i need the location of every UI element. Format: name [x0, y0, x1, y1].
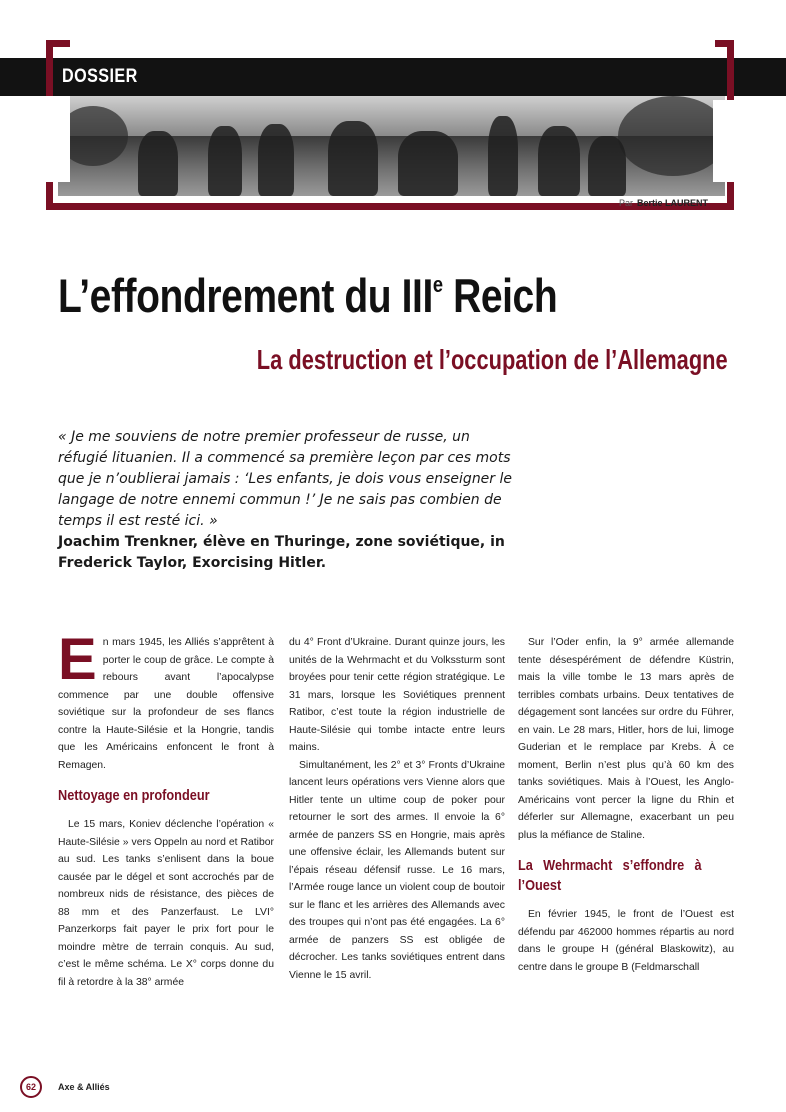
paragraph: En février 1945, le front de l’Ouest est défendu par 462000 hommes répartis au nord dans le groupe H (général Blaskowitz), au centre dans le groupe B (Feldmarschall — [518, 909, 734, 973]
section-heading: La Wehrmacht s’effondre à l’Ouest — [518, 857, 702, 894]
paragraph: Simultanément, les 2° et 3° Fronts d’Ukraine lancent leurs opérations vers Vienne alors que Hitler tente un ultime coup de poker pour retourner le sort des armes. Il envoie la 6° armée de panzers SS en Hongrie, mais après une offensive éclair, les Allemands butent sur l’épais réseau défensif russe. Le 16 mars, l’Armée rouge lance un violent coup de boutoir sur le flanc et les arrières des Allemands avec des troupes qui n’ont pas été engagées. La 6° armée de panzers SS est obligée de décrocher. Les tanks soviétiques entrent dans Vienne le 15 avril. — [289, 759, 505, 981]
article-subtitle: La destruction et l’occupation de l’Allemagne — [257, 344, 728, 375]
column-3 — [518, 634, 734, 976]
epigraph-quote: « Je me souviens de notre premier professeur de russe, un réfugié lituanien. Il a commencé sa première leçon par ces mots que je n’oublierai jamais : ‘Les enfants, je dois vous enseigner le langage de notre ennemi commun !’ Je ne sais pas combien de temps il est resté ici. » — [58, 429, 513, 529]
page-number: 62 — [20, 1076, 42, 1098]
column-2 — [289, 634, 505, 984]
section-bar-right — [734, 58, 786, 96]
paragraph: Sur l’Oder enfin, la 9° armée allemande tente désespérément de défendre Küstrin, mais la ville tombe le 13 mars après de terribles combats urbains. Deux tentatives de dégagement sont lancées sur ordre du Führer, en vain. Le 28 mars, Hitler, hors de lui, limoge Guderian et le remplace par Krebs. À ce moment, Berlin n’est plus qu’à 60 km des tanks soviétiques. Mais à l’Ouest, les Anglo-Américains vont percer la ligne du Rhin et déferler sur Allemagne, exacerbant un peu plus la méfiance de Staline. — [518, 637, 734, 841]
drop-cap: E — [58, 627, 97, 692]
paragraph: n mars 1945, les Alliés s’apprêtent à porter le coup de grâce. Le compte à rebours avant l’apocalypse commence par une double offensive soviétique sur la profondeur de ses flancs contre la Haute-Silésie et la Hongrie, tandis que les Américains enfoncent le front à Remagen. — [58, 637, 274, 771]
section-bar-left — [0, 58, 46, 96]
article-title: L’effondrement du IIIe Reich — [58, 269, 558, 322]
section-label: DOSSIER — [62, 66, 138, 87]
byline-prefix: Par — [618, 198, 633, 208]
byline — [619, 198, 708, 208]
header-frame — [46, 40, 734, 210]
column-1 — [58, 627, 274, 991]
epigraph-attribution: Joachim Trenkner, élève en Thuringe, zone soviétique, in Frederick Taylor, Exorcising Hitler. — [58, 534, 505, 571]
paragraph: Le 15 mars, Koniev déclenche l’opération « Haute-Silésie » vers Oppeln au nord et Ratibor au sud. Les tanks s’enlisent dans la boue causée par le dégel et sont accrochés par de nombreux nids de résistance, des pièces de 88 mm et des Panzerfaust. Le LVI° Panzerkorps fait payer le prix fort pour le moindre mètre de terrain conquis. Au sud, c’est le même schéma. Le X° corps donne du fil à retordre à la 38° armée — [58, 819, 274, 988]
byline-author: Bertie LAURENT — [636, 198, 708, 208]
section-heading: Nettoyage en profondeur — [58, 787, 210, 804]
magazine-name: Axe & Alliés — [58, 1082, 110, 1092]
paragraph: du 4° Front d’Ukraine. Durant quinze jours, les unités de la Wehrmacht et du Volkssturm sont broyées pour tenir cette région stratégique. Le 31 mars, lorsque les Soviétiques prennent Ratibor, c’est toute la région industrielle de Haute-Silésie qui tombe intacte entre leurs mains. — [289, 637, 505, 753]
